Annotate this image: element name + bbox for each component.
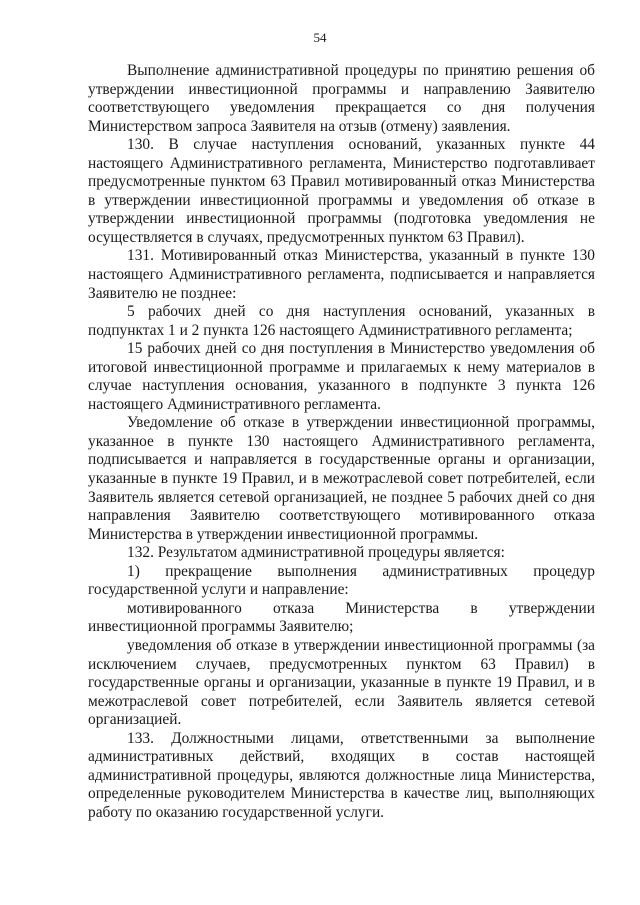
paragraph-132: 132. Результатом административной процедуры является:: [127, 544, 505, 562]
paragraph-131-deadline-15-days: 15 рабочих дней со дня поступления в Министерство уведомления об итоговой инвестиционной программе и прилагаемых к нему материалов в случае наступления основания, указанного в подпункте 3 пункта 126 настоящего Административного регламента.: [88, 340, 595, 413]
paragraph-131: 131. Мотивированный отказ Министерства, указанный в пункте 130 настоящего Административного регламента, подписывается и направляется Заявителю не позднее:: [88, 247, 595, 302]
page-body: [88, 62, 595, 822]
paragraph-131-deadline-5-days: 5 рабочих дней со дня наступления оснований, указанных в подпунктах 1 и 2 пункта 126 настоящего Административного регламента;: [88, 303, 595, 339]
paragraph-130: 130. В случае наступления оснований, указанных пункте 44 настоящего Административного регламента, Министерство подготавливает предусмотренные пунктом 63 Правил мотивированный отказ Министерства в утверждении инвестиционной программы и уведомления об отказе в утверждении инвестиционной программы (подготовка уведомления не осуществляется в случаях, предусмотренных пунктом 63 Правил).: [88, 136, 595, 246]
paragraph-procedure-termination: Выполнение административной процедуры по принятию решения об утверждении инвестиционной программы и направлению Заявителю соответствующего уведомления прекращается со дня получения Министерством запроса Заявителя на отзыв (отмену) заявления.: [88, 62, 595, 135]
paragraph-132-refusal-to-applicant: мотивированного отказа Министерства в утверждении инвестиционной программы Заявителю;: [88, 599, 595, 636]
page-number: 54: [313, 30, 327, 45]
paragraph-133: 133. Должностными лицами, ответственными за выполнение административных действий, входящих в состав настоящей административной процедуры, являются должностные лица Министерства, определенные руководителем Министерства в качестве лиц, выполняющих работу по оказанию государственной услуги.: [88, 729, 595, 821]
paragraph-132-notice-to-bodies: уведомления об отказе в утверждении инвестиционной программы (за исключением случаев, предусмотренных пунктом 63 Правил) в государственные органы и организации, указанные в пункте 19 Правил, и в межотраслевой совет потребителей, если Заявитель является сетевой организацией.: [88, 636, 595, 729]
paragraph-132-item-1: 1) прекращение выполнения административных процедур государственной услуги и направление:: [88, 562, 595, 599]
paragraph-refusal-notice: Уведомление об отказе в утверждении инвестиционной программы, указанное в пункте 130 настоящего Административного регламента, подписывается и направляется в государственные органы и организации, указанные в пункте 19 Правил, и в межотраслевой совет потребителей, если Заявитель является сетевой организацией, не позднее 5 рабочих дней со дня направления Заявителю соответствующего мотивированного отказа Министерства в утверждении инвестиционной программы.: [88, 414, 595, 543]
